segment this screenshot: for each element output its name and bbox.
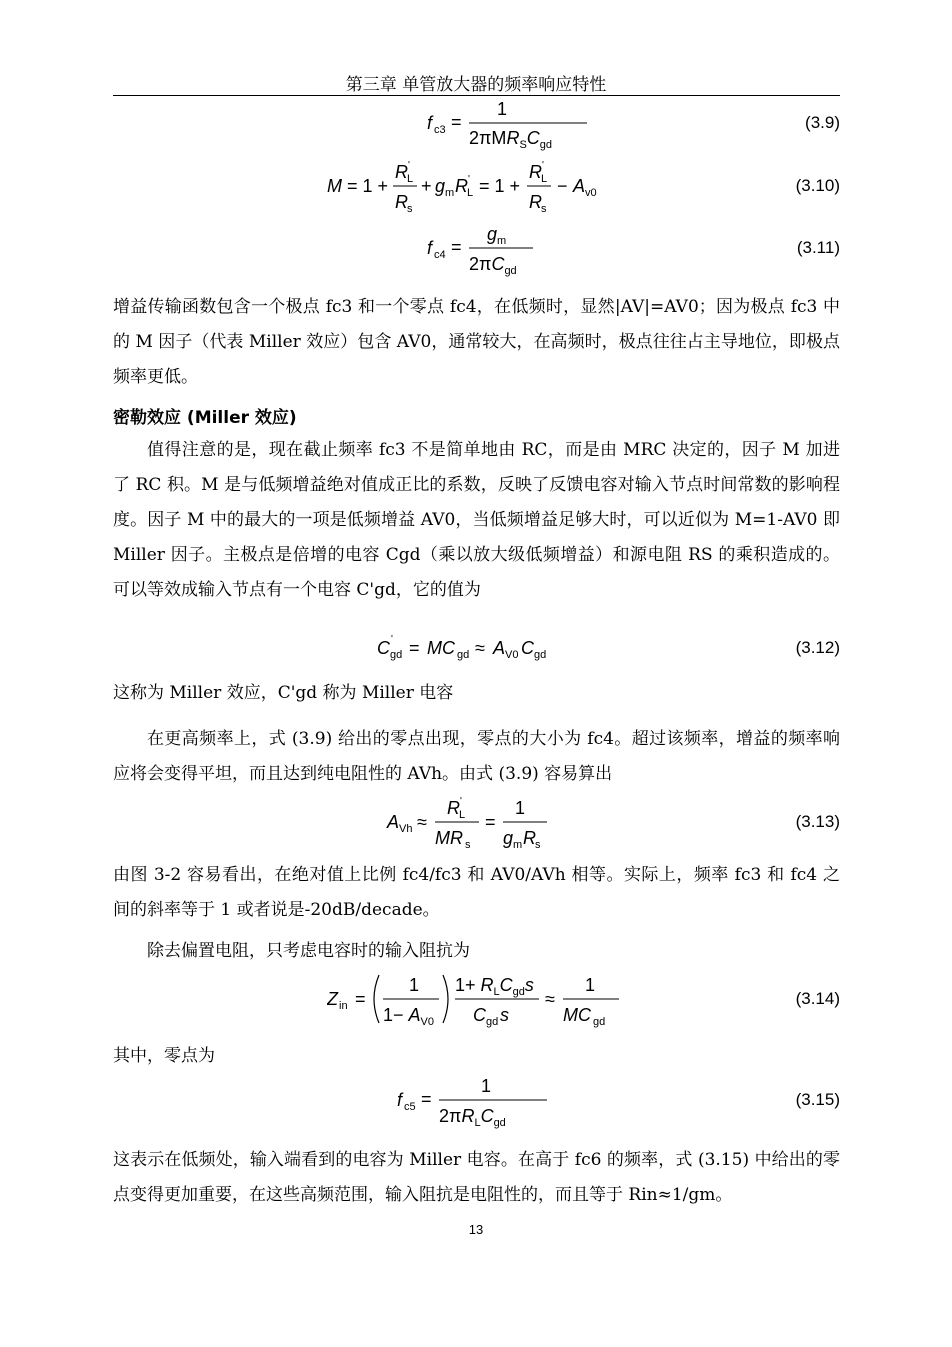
svg-text:R: R [394,192,408,212]
svg-text:2πRLCgd: $2\pi R_LC_{gd}$ [438,1106,506,1129]
svg-text:v0: v0 [584,187,597,199]
svg-text:': ' [541,160,544,171]
svg-text:1− AV0: $1- A_{V0}$ [382,1005,434,1028]
svg-text:s: s [406,203,412,215]
svg-text:2πMRSCgd: $2\pi MR_SC_{gd}$ [468,128,552,151]
svg-text:f: f [426,238,432,258]
svg-text:C: C [376,638,390,658]
svg-text:A: A [492,638,505,658]
equation-3-15 [113,1070,840,1130]
svg-text:L: L [406,173,413,185]
svg-text:s: s [534,839,540,851]
equation-body [113,792,840,857]
svg-text:A: A [386,812,399,832]
equation-number: (3.12) [795,638,840,657]
svg-text:L: L [466,187,473,199]
equation-number: (3.15) [795,1090,840,1109]
svg-text:= 1 +: = 1 + [478,176,520,196]
svg-text:+: + [420,176,432,196]
svg-text:1: 1 [408,975,419,995]
svg-text:m: m [444,187,454,199]
svg-text:≈: ≈ [474,638,485,658]
equation-3-10 [113,156,840,216]
svg-text:1: 1 [584,975,595,995]
equation-graphic [397,218,557,278]
svg-text:=: = [354,989,366,1009]
equation-number: (3.14) [795,989,840,1008]
equation-graphic [387,1070,567,1130]
equation-body [113,93,840,158]
equation-graphic [377,792,577,852]
svg-text:gd: gd [592,1016,605,1028]
equation-3-12 [113,618,840,678]
svg-text:s: s [540,203,546,215]
svg-text:': ' [467,174,470,185]
svg-text:R: R [528,162,542,182]
equation-3-9 [113,93,840,153]
svg-text:R: R [522,828,536,848]
svg-text:gd: gd [456,649,469,661]
svg-text:1: 1 [480,1076,491,1096]
svg-text:M: M [326,176,342,196]
svg-text:= 1 +: = 1 + [346,176,388,196]
svg-text:=: = [450,112,462,132]
svg-text:R: R [394,162,408,182]
svg-text:c5: c5 [403,1101,416,1113]
equation-body [113,618,840,683]
svg-text:=: = [484,812,496,832]
equation-body [113,156,840,221]
svg-text:s: s [464,839,470,851]
svg-text:MR: MR [434,828,463,848]
equation-body [113,218,840,283]
svg-text:≈: ≈ [544,989,555,1009]
svg-text:m: m [496,235,506,247]
svg-text:g: g [486,224,497,244]
paragraph-5: 由图 3-2 容易看出，在绝对值上比例 fc4/fc3 和 AV0/AVh 相等。实际上，频率 fc3 和 fc4 之间的斜率等于 1 或者说是-20dB/decade。 [113,865,840,920]
equation-body [113,969,840,1034]
paragraph-2: 值得注意的是，现在截止频率 fc3 不是简单地由 RC，而是由 MRC 决定的，因子 M 加进了 RC 积。M 是与低频增益绝对值成正比的系数，反映了反馈电容对输入节点时间常数的影响程度。因子 M 中的最大的一项是低频增益 AV0，当低频增益足够大时，可以近似为 M=1-AV0 即 Miller 因子。主极点是倍增的电容 Cgd（乘以放大级低频增益）和源电阻 RS 的乘积造成的。可以等效成输入节点有一个电容 C'gd，它的值为 [113,440,840,600]
svg-text:gd: gd [389,649,402,661]
equation-graphic [357,93,597,153]
equation-number: (3.11) [796,238,840,257]
paragraph-4: 在更高频率上，式 (3.9) 给出的零点出现，零点的大小为 fc4。超过该频率，增益的频率响应将会变得平坦，而且达到纯电阻性的 AVh。由式 (3.9) 容易算出 [113,729,840,784]
svg-text:in: in [338,1000,348,1012]
svg-text:c4: c4 [433,249,446,261]
svg-text:g: g [502,828,513,848]
equation-number: (3.13) [795,812,840,831]
svg-text:gd: gd [533,649,546,661]
svg-text:g: g [434,176,445,196]
svg-text:R: R [528,192,542,212]
equation-graphic [327,156,627,216]
svg-text:f: f [396,1090,402,1110]
svg-text:L: L [540,173,547,185]
svg-text:V0: V0 [504,649,518,661]
equation-3-14 [113,969,840,1029]
paragraph-3: 这称为 Miller 效应，C'gd 称为 Miller 电容 [113,683,454,703]
svg-text:m: m [512,839,522,851]
svg-text:C: C [520,638,534,658]
svg-text:R: R [454,176,468,196]
svg-text:=: = [420,1089,432,1109]
svg-text:L: L [458,809,465,821]
svg-text:': ' [407,160,410,171]
equation-graphic [367,618,587,678]
equation-number: (3.10) [795,176,840,195]
svg-text:R: R [446,798,460,818]
svg-text:−: − [556,176,568,196]
svg-text:1: 1 [514,798,525,818]
svg-text:c3: c3 [433,124,446,136]
svg-text:=: = [450,237,462,257]
section-heading: 密勒效应 (Miller 效应) [113,408,297,428]
equation-body [113,1070,840,1135]
svg-text:f: f [426,113,432,133]
paragraph-8: 这表示在低频处，输入端看到的电容为 Miller 电容。在高于 fc6 的频率，式 (3.15) 中给出的零点变得更加重要，在这些高频范围，输入阻抗是电阻性的，而且等于 Rin≈1/gm。 [113,1150,840,1205]
paragraph-1: 增益传输函数包含一个极点 fc3 和一个零点 fc4，在低频时，显然|AV|=AV0；因为极点 fc3 中的 M 因子（代表 Miller 效应）包含 AV0，通常较大，在高频时，极点往往占主导地位，即极点频率更低。 [113,297,840,387]
equation-3-11 [113,218,840,278]
svg-text:': ' [390,634,393,645]
svg-text:Vh: Vh [398,823,412,835]
equation-graphic [327,969,627,1029]
svg-text:MC: MC [562,1005,591,1025]
svg-text:C: C [472,1005,486,1025]
page-header: 第三章 单管放大器的频率响应特性 [345,75,607,95]
svg-text:Z: Z [326,989,338,1009]
svg-text:': ' [459,796,462,807]
paragraph-7: 其中，零点为 [113,1046,215,1066]
paragraph-6: 除去偏置电阻，只考虑电容时的输入阻抗为 [147,941,470,961]
svg-text:2πCgd: $2\pi C_{gd}$ [468,254,517,277]
svg-text:≈: ≈ [416,812,427,832]
equation-number: (3.9) [805,113,840,132]
svg-text:s: s [499,1005,509,1025]
page-number: 13 [468,1222,484,1237]
svg-text:A: A [572,176,585,196]
svg-text:1: 1 [496,99,507,119]
svg-text:=: = [408,638,420,658]
svg-text:1+ RLCgds: $1+ R_LC_{gd}s$ [454,975,534,998]
equation-3-13 [113,792,840,852]
svg-text:gd: gd [485,1016,498,1028]
svg-text:MC: MC [426,638,455,658]
